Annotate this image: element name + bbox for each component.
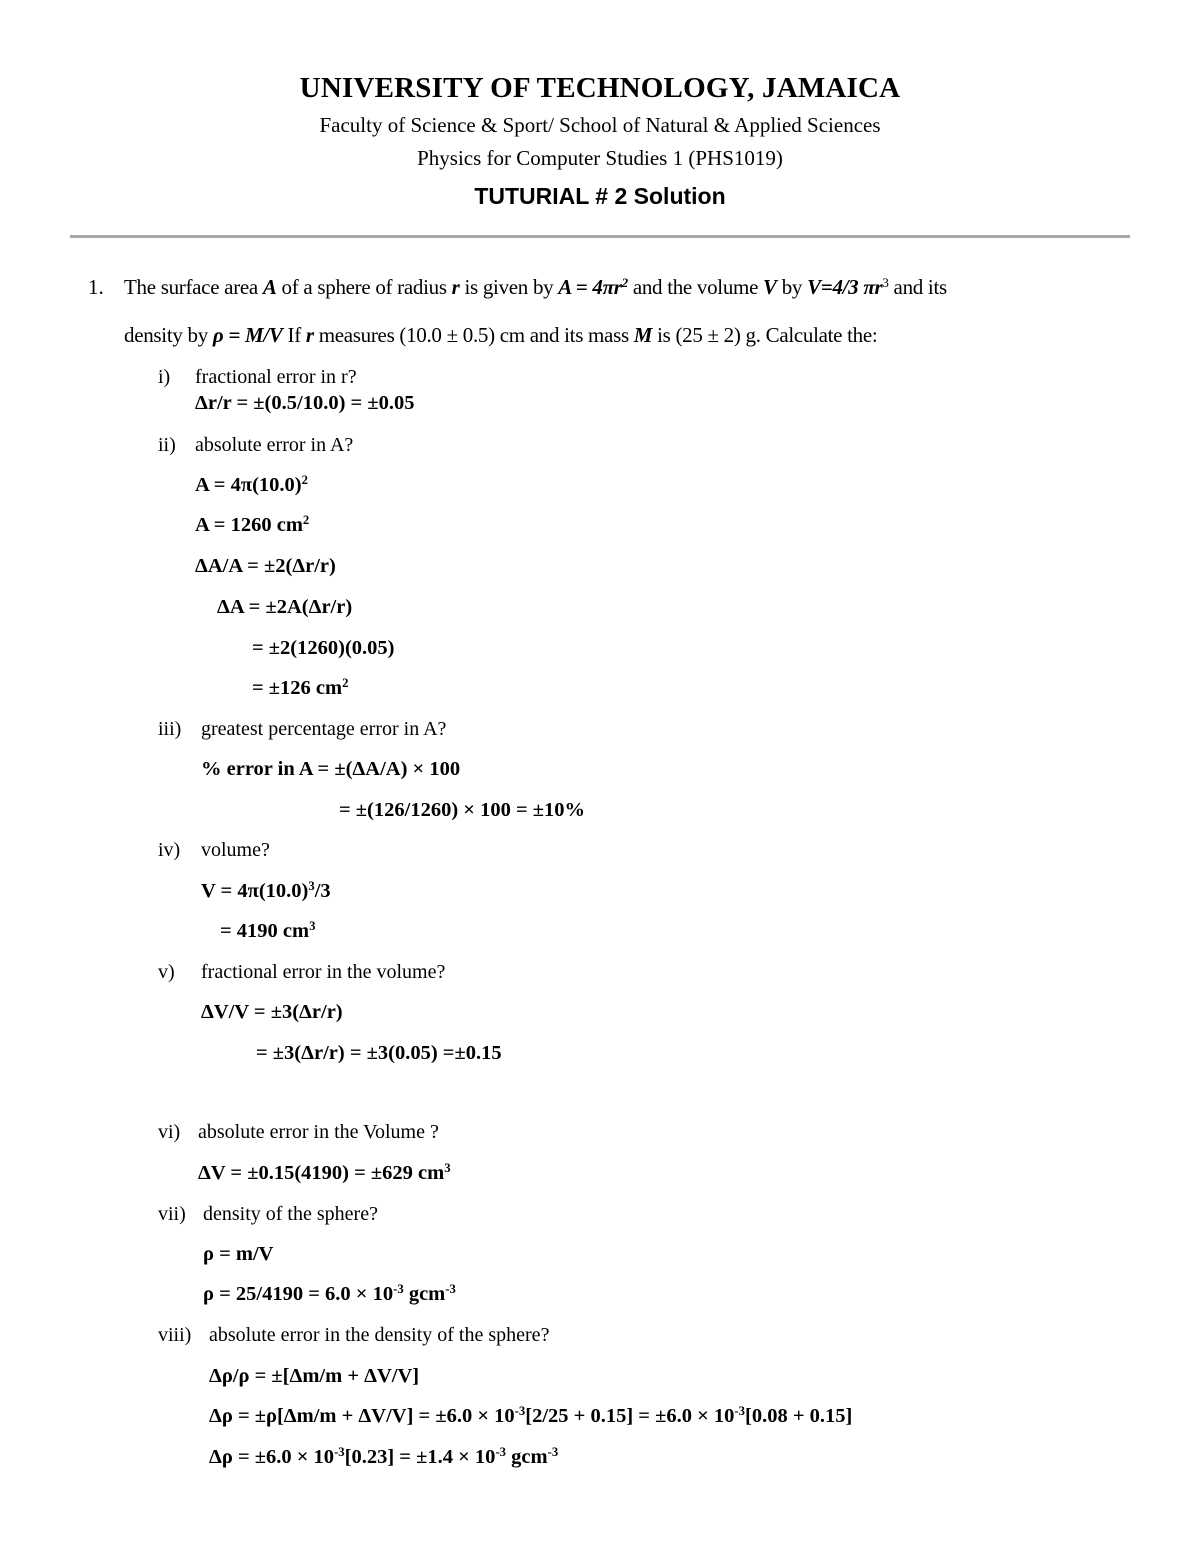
part-viii-answer-3: $\Delta\rho = \pm 6.0 \times 10^{-3}[0.23] = \pm 1.4 \times 10^{-3}$ gcm$^{-3}$ — [209, 1445, 559, 1468]
part-vi-answer: ΔV = ±0.15(4190) = ±629 $cm^3$ — [198, 1161, 451, 1184]
part-ii-answer-4: ΔA = ±2A(Δr/r) — [217, 596, 353, 618]
part-iii-label: iii) — [158, 718, 182, 740]
question-line-1: The surface area A of a sphere of radius r is given by $A = 4\pi r^2$ and the volume V by V=4/3 $\pi r^3$ and its — [124, 274, 947, 299]
part-iv-answer-1: $V = 4\pi(10.0)^3/3$ — [201, 879, 331, 902]
part-v-label: v) — [158, 961, 175, 983]
part-v-question: fractional error in the volume? — [201, 961, 446, 983]
part-iv-label: iv) — [158, 839, 181, 861]
course-subtitle: Physics for Computer Studies 1 (PHS1019) — [417, 146, 783, 170]
part-vii-answer-1: ρ = m/V — [203, 1243, 274, 1265]
part-ii-answer-5: = ±2(1260)(0.05) — [252, 637, 395, 659]
part-vii-label: vii) — [158, 1203, 186, 1225]
university-title: UNIVERSITY OF TECHNOLOGY, JAMAICA — [299, 72, 901, 104]
tutorial-title: TUTURIAL # 2 Solution — [474, 183, 726, 209]
part-vi-label: vi) — [158, 1121, 181, 1143]
part-iii-answer-2: = ±(126/1260) × 100 = ±10% — [339, 799, 586, 821]
question-line-2: density by ρ = M/V If r measures (10.0 ± 0.5) cm and its mass M is (25 ± 2) g. Calculate the: — [124, 323, 878, 347]
part-i-question: fractional error in r? — [195, 366, 357, 388]
part-iv-answer-2: = 4190 $cm^3$ — [220, 919, 316, 942]
part-ii-question: absolute error in A? — [195, 434, 354, 456]
part-vii-question: density of the sphere? — [203, 1203, 378, 1225]
part-i-label: i) — [158, 366, 171, 388]
part-v-answer-1: ΔV/V = ±3(Δr/r) — [201, 1001, 343, 1023]
part-ii-answer-6: = ±126 $cm^2$ — [252, 676, 349, 699]
part-iv-question: volume? — [201, 839, 270, 861]
part-vi-question: absolute error in the Volume ? — [198, 1121, 439, 1143]
part-ii-answer-2: A = 1260 $cm^2$ — [195, 513, 310, 536]
part-viii-answer-2: $\Delta\rho = \pm\rho[\Delta m/m + \Delta V/V] = \pm 6.0 \times 10^{-3}[2/25 + 0.15] = \pm 6.0 \times 10^{-3}[0.08 + 0.15]$ — [209, 1404, 853, 1427]
part-iii-question: greatest percentage error in A? — [201, 718, 447, 740]
part-v-answer-2: = ±3(Δr/r) = ±3(0.05) =±0.15 — [256, 1042, 502, 1064]
part-ii-answer-3: ΔA/A = ±2(Δr/r) — [195, 555, 336, 577]
header-divider — [70, 235, 1130, 238]
part-ii-answer-1: $A = 4\pi(10.0)^2$ — [195, 473, 308, 496]
part-vii-answer-2: $\rho = 25/4190 = 6.0 \times 10^{-3}$ gcm$^{-3}$ — [203, 1282, 456, 1305]
question-number: 1. — [88, 275, 104, 299]
part-viii-label: viii) — [158, 1324, 192, 1346]
part-i-answer: Δr/r = ±(0.5/10.0) = ±0.05 — [195, 392, 415, 414]
faculty-subtitle: Faculty of Science & Sport/ School of Natural & Applied Sciences — [319, 113, 881, 137]
part-viii-answer-1: Δρ/ρ = ±[Δm/m + ΔV/V] — [209, 1365, 420, 1387]
part-viii-question: absolute error in the density of the sphere? — [209, 1324, 550, 1346]
part-ii-label: ii) — [158, 434, 176, 456]
part-iii-answer-1: % error in A = ±(ΔA/A) × 100 — [201, 758, 461, 780]
